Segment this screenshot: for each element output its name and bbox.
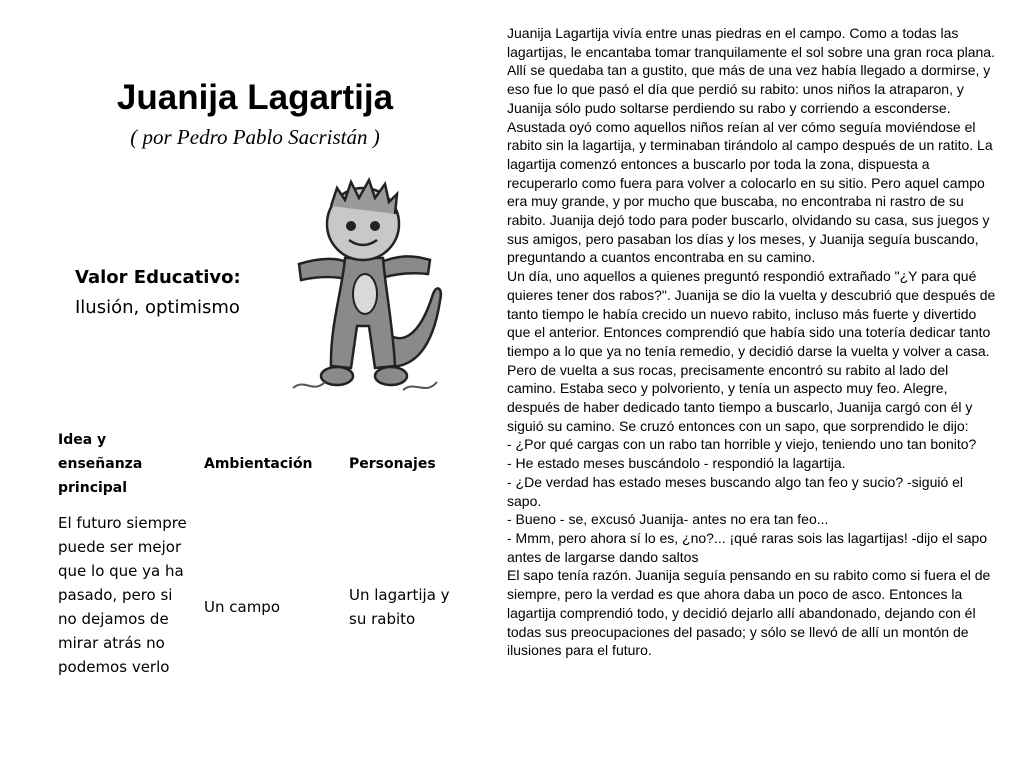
story-paragraph: - ¿Por qué cargas con un rabo tan horrible y viejo, teniendo uno tan bonito? [507,436,977,453]
valor-educativo-value: Ilusión, optimismo [75,297,240,318]
story-paragraph: Pero de vuelta a sus rocas, precisamente encontró su rabito al lado del camino. Estaba seco y polvoriento, y tenía un aspecto muy feo. Alegre, después de haber dedicado tanto tiempo a buscarlo, Juanija cargó con él y siguió su camino. Se cruzó entonces con un sapo, que sorprendido le dijo: [507,361,973,434]
story-paragraph: - ¿De verdad has estado meses buscando algo tan feo y sucio? -siguió el sapo. [507,473,964,509]
valor-educativo-label: Valor Educativo: [75,267,241,288]
story-paragraph: Juanija Lagartija vivía entre unas piedras en el campo. Como a todas las lagartijas, le encantaba tomar tranquilamente el sol sobre una gran roca plana. Allí se quedaba tan a gustito, que más de una vez había llegado a dormirse, y eso fue lo que pasó el día que perdió su rabito: unos niños la atraparon, y Juanija sólo pudo soltarse perdiendo su rabo y corriendo a esconderse. [507,25,995,116]
table-header-personajes: Personajes [349,456,436,472]
story-text [507,24,999,660]
story-paragraph: - He estado meses buscándolo - respondió la lagartija. [507,455,846,472]
story-author: ( por Pedro Pablo Sacristán ) [130,125,380,149]
table-cell-ambientacion: Un campo [204,598,281,616]
story-paragraph: - Mmm, pero ahora sí lo es, ¿no?... ¡qué raras sois las lagartijas! -dijo el sapo antes de largarse dando saltos [507,529,988,565]
table-header-ambientacion: Ambientación [204,456,313,472]
table-cell-personajes: Un lagartija y su rabito [349,586,450,628]
story-title: Juanija Lagartija [116,78,394,117]
story-paragraph: Un día, uno aquellos a quienes preguntó respondió extrañado "¿Y para qué quieres tener dos rabos?". Juanija se dio la vuelta y descubrió que después de tanto tiempo le había crecido un nuevo rabito, incluso más fuerte y divertido que el anterior. Entonces comprendió que había sido una totería dedicar tanto tiempo a lo que ya no tenía remedio, y decidió darse la vuelta y volver a casa. [507,268,996,359]
table-cell-idea: El futuro siempre puede ser mejor que lo que ya ha pasado, pero si no dejamos de mirar atrás no podemos verlo [58,514,187,676]
story-paragraph: - Bueno - se, excusó Juanija- antes no era tan feo... [507,511,829,528]
table-header-idea: Idea y enseñanza principal [58,432,143,496]
story-paragraph: El sapo tenía razón. Juanija seguía pensando en su rabito como si fuera el de siempre, pero la verdad es que ahora daba un poco de asco. Entonces la lagartija comprendió todo, y decidió dejarlo allí abandonado, dejando con él todas sus preocupaciones del pasado; y sólo se llevó de allí un montón de ilusiones para el futuro. [507,567,991,659]
story-paragraph: Asustada oyó como aquellos niños reían al ver cómo seguía moviéndose el rabito sin la lagartija, y terminaban tirándolo al campo después de un ratito. La lagartija comenzó entonces a buscarlo por toda la zona, dispuesta a recuperarlo como fuera para volver a colocarlo en su sitio. Pero aquel campo era muy grande, y por mucho que buscaba, no encontraba ni rastro de su rabito. Juanija dejó todo para poder buscarlo, olvidando su casa, sus juegos y sus amigos, pero pasaban los días y los meses, y Juanija seguía buscando, preguntando a cuantos encontraba en su camino. [507,118,993,266]
lizard-child-illustration [285,176,450,406]
